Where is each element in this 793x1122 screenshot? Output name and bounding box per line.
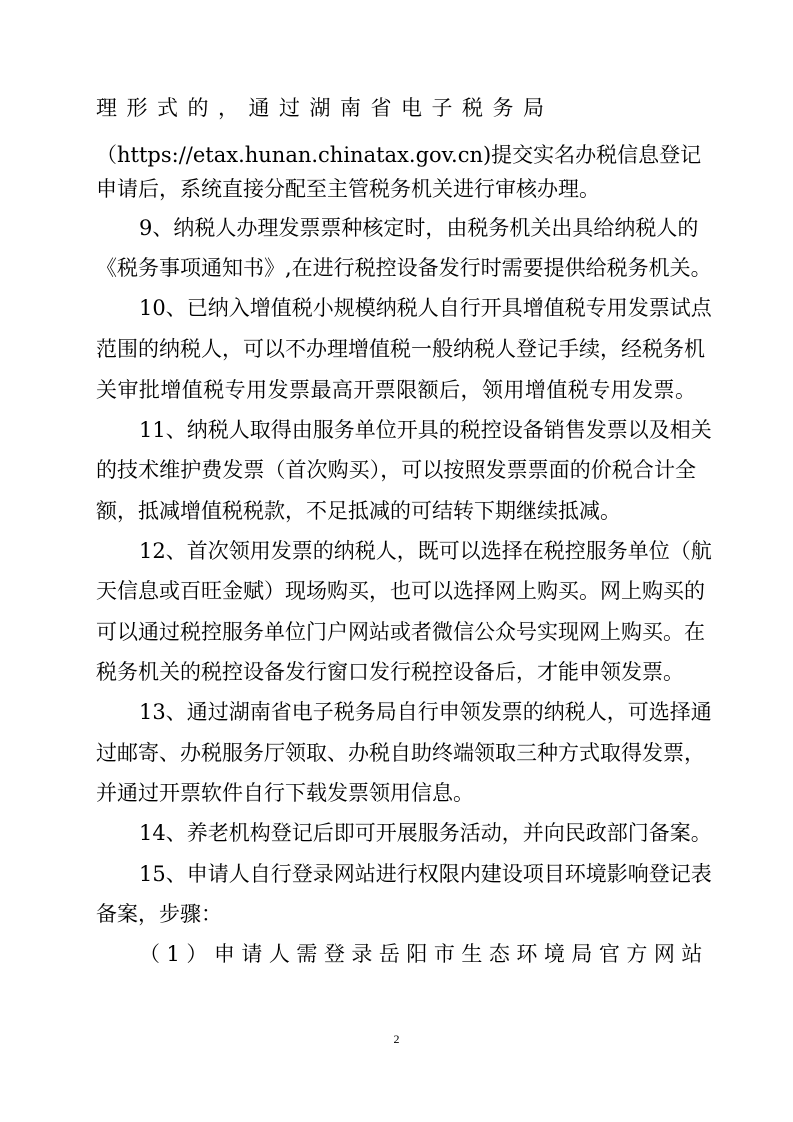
text-line: 9、纳税人办理发票票种核定时，由税务机关出具给纳税人的 xyxy=(139,216,699,240)
text-line: （https://etax.hunan.chinatax.gov.cn)提交实名办税信息登记 xyxy=(96,143,702,167)
text-line: 可以通过税控服务单位门户网站或者微信公众号实现网上购买。在 xyxy=(96,620,705,644)
page-number: 2 xyxy=(393,1032,400,1046)
text-line: 天信息或百旺金赋）现场购买，也可以选择网上购买。网上购买的 xyxy=(96,579,705,603)
text-line: 范围的纳税人，可以不办理增值税一般纳税人登记手续，经税务机 xyxy=(96,337,705,361)
text-line: 12、首次领用发票的纳税人，既可以选择在税控服务单位（航 xyxy=(139,539,712,563)
text-line: 过邮寄、办税服务厅领取、办税自助终端领取三种方式取得发票， xyxy=(96,741,705,765)
text-line: 并通过开票软件自行下载发票领用信息。 xyxy=(96,781,474,805)
text-line: 11、纳税人取得由服务单位开具的税控设备销售发票以及相关 xyxy=(139,418,712,442)
text-line: 关审批增值税专用发票最高开票限额后，领用增值税专用发票。 xyxy=(96,378,696,402)
text-line: （1）申请人需登录岳阳市生态环境局官方网站 xyxy=(139,942,709,966)
text-line: 备案，步骤： xyxy=(96,902,222,926)
text-line: 税务机关的税控设备发行窗口发行税控设备后，才能申领发票。 xyxy=(96,660,684,684)
text-line: 额，抵减增值税税款，不足抵减的可结转下期继续抵减。 xyxy=(96,499,621,523)
text-line: 15、申请人自行登录网站进行权限内建设项目环境影响登记表 xyxy=(139,862,712,886)
text-line: 《税务事项通知书》,在进行税控设备发行时需要提供给税务机关。 xyxy=(96,256,712,280)
text-line: 申请后，系统直接分配至主管税务机关进行审核办理。 xyxy=(96,177,600,201)
text-line: 的技术维护费发票（首次购买），可以按照发票票面的价税合计全 xyxy=(96,458,696,482)
text-line: 理形式的，通过湖南省电子税务局 xyxy=(96,96,554,120)
text-line: 10、已纳入增值税小规模纳税人自行开具增值税专用发票试点 xyxy=(139,296,712,320)
text-line: 13、通过湖南省电子税务局自行申领发票的纳税人，可选择通 xyxy=(139,700,712,724)
text-line: 14、养老机构登记后即可开展服务活动，并向民政部门备案。 xyxy=(139,821,712,845)
